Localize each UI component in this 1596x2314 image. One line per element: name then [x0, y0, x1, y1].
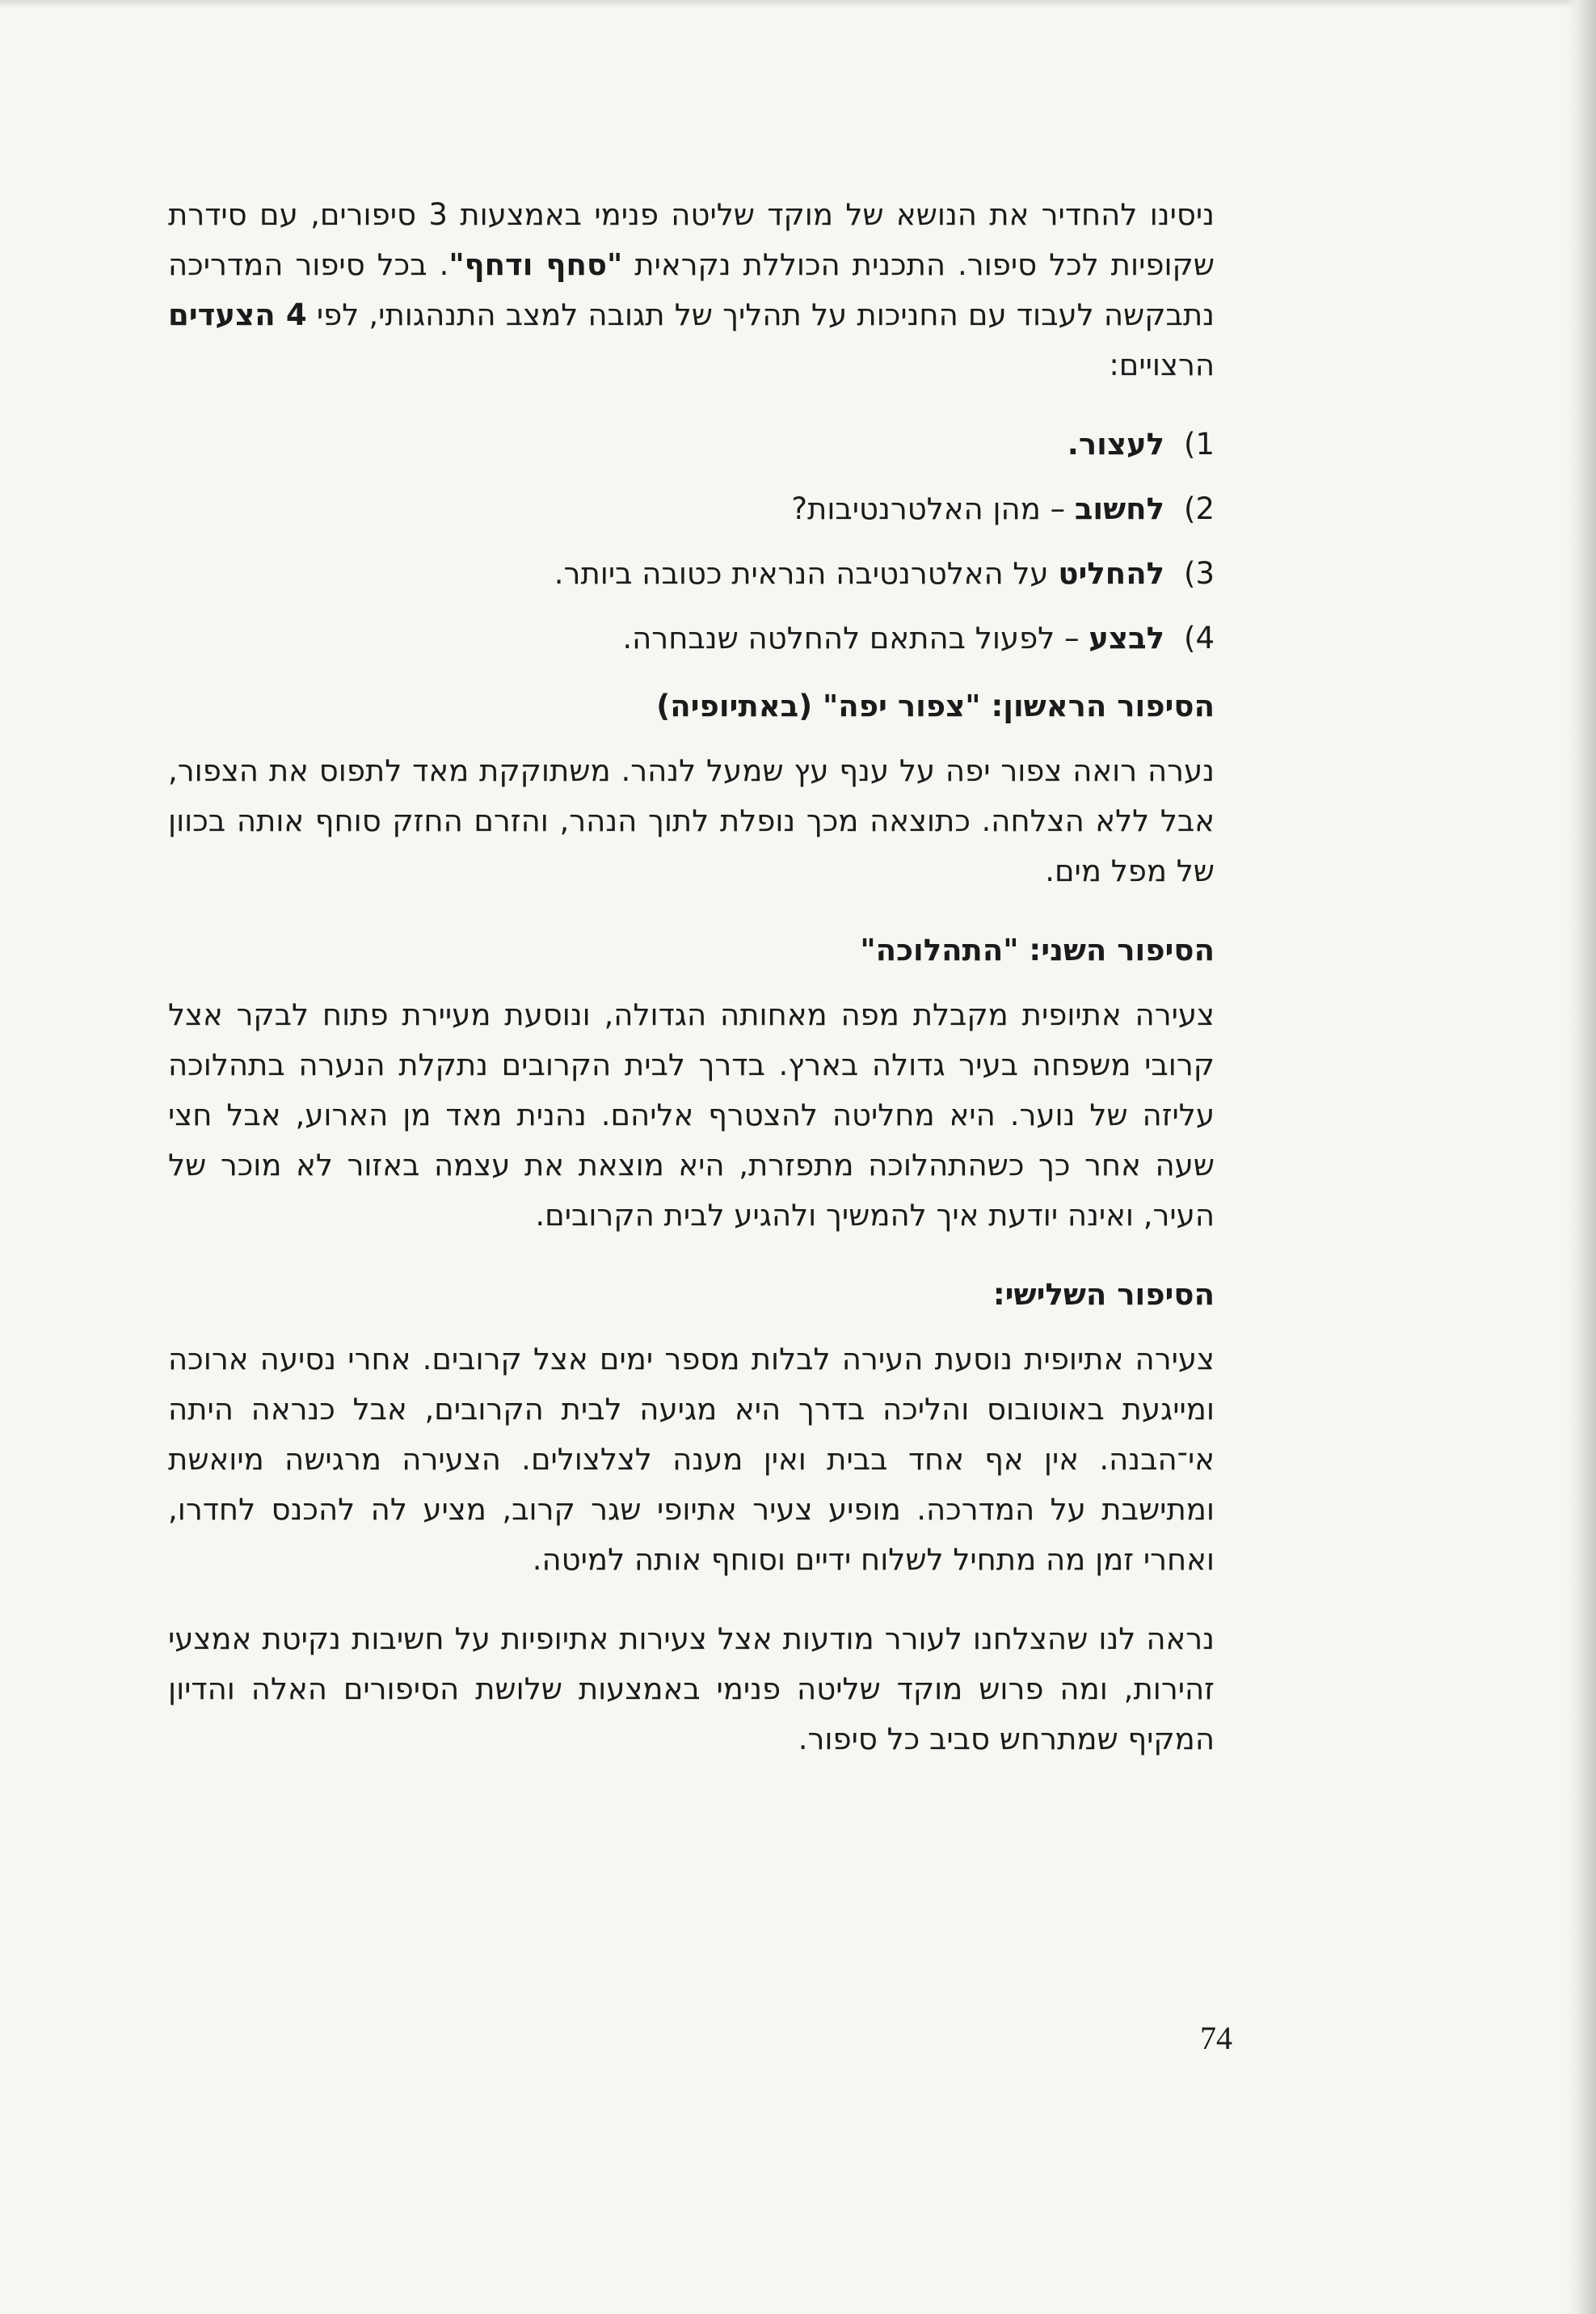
- story2-text: צעירה אתיופית מקבלת מפה מאחותה הגדולה, ונוסעת מעיירת פתוח לבקר אצל קרובי משפחה בעיר גדולה בארץ. בדרך לבית הקרובים נתקלת הנערה בתהלוכה עליזה של נוער. היא מחליטה להצטרף אליהם. נהנית מאד מן הארוע, אבל חצי שעה אחר כך כשהתהלוכה מתפזרת, היא מוצאת את עצמה באזור לא מוכר של העיר, ואינה יודעת איך להמשיך ולהגיע לבית הקרובים.: [168, 997, 1215, 1233]
- step-item: [168, 484, 1215, 534]
- step-text: [168, 419, 1164, 470]
- step-number: 3): [1184, 556, 1215, 591]
- step-number: 1): [1184, 427, 1215, 462]
- story3-text: צעירה אתיופית נוסעת העירה לבלות מספר ימים אצל קרובים. אחרי נסיעה ארוכה ומייגעת באוטובוס והליכה בדרך היא מגיעה לבית הקרובים, אבל כנראה היתה אי־הבנה. אין אף אחד בבית ואין מענה לצלצולים. הצעירה מרגישה מיואשת ומתישבת על המדרכה. מופיע צעיר אתיופי שגר קרוב, מציע לה להכנס לחדרו, ואחרי זמן מה מתחיל לשלוח ידיים וסוחף אותה למיטה.: [168, 1342, 1215, 1577]
- step-description: על האלטרנטיבה הנראית כטובה ביותר.: [554, 556, 1059, 591]
- intro-text-2: . בכל סיפור המדריכה נתבקשה לעבוד עם החניכות על תהליך של תגובה למצב התנהגותי, לפי: [168, 247, 1215, 332]
- step-text: [168, 549, 1164, 599]
- step-text: [168, 613, 1164, 664]
- step-item: [168, 549, 1215, 599]
- page-edge-shadow: [1565, 0, 1596, 2314]
- step-keyword: לבצע: [1089, 621, 1164, 655]
- page-number: 74: [1200, 2020, 1232, 2056]
- step-keyword: לעצור.: [1067, 427, 1164, 462]
- step-text: [168, 484, 1164, 534]
- story3-heading: הסיפור השלישי:: [992, 1277, 1215, 1312]
- intro-paragraph: [168, 190, 1215, 390]
- intro-text-1: ניסינו להחדיר את הנושא של מוקד שליטה פנימי באמצעות 3 סיפורים, עם סידרת שקופיות לכל סיפור. התכנית הכוללת נקראית: [168, 197, 1215, 282]
- steps-list: [168, 419, 1215, 664]
- step-keyword: להחליט: [1058, 556, 1164, 591]
- program-name: "סחף ודחף": [448, 247, 623, 282]
- steps-term: 4 הצעדים: [168, 297, 307, 332]
- step-description: – לפעול בהתאם להחלטה שנבחרה.: [622, 621, 1089, 655]
- step-item: [168, 419, 1215, 470]
- step-keyword: לחשוב: [1074, 491, 1164, 526]
- step-item: [168, 613, 1215, 664]
- page-top-shadow: [0, 0, 1596, 8]
- intro-text-3: הרצויים:: [1109, 348, 1215, 382]
- story1-text: נערה רואה צפור יפה על ענף עץ שמעל לנהר. משתוקקת מאד לתפוס את הצפור, אבל ללא הצלחה. כתוצאה מכך נופלת לתוך הנהר, והזרם החזק סוחף אותה בכוון של מפל מים.: [168, 753, 1215, 888]
- story1-heading: הסיפור הראשון: "צפור יפה" (באתיופיה): [656, 689, 1215, 723]
- step-description: – מהן האלטרנטיבות?: [791, 491, 1075, 526]
- story2-heading: הסיפור השני: "התהלוכה": [860, 933, 1215, 967]
- step-number: 4): [1184, 621, 1215, 655]
- conclusion-paragraph: נראה לנו שהצלחנו לעורר מודעות אצל צעירות אתיופיות על חשיבות נקיטת אמצעי זהירות, ומה פרוש מוקד שליטה פנימי באמצעות שלושת הסיפורים האלה והדיון המקיף שמתרחש סביב כל סיפור.: [168, 1621, 1215, 1756]
- step-number: 2): [1184, 491, 1215, 526]
- page-content: [168, 190, 1215, 1764]
